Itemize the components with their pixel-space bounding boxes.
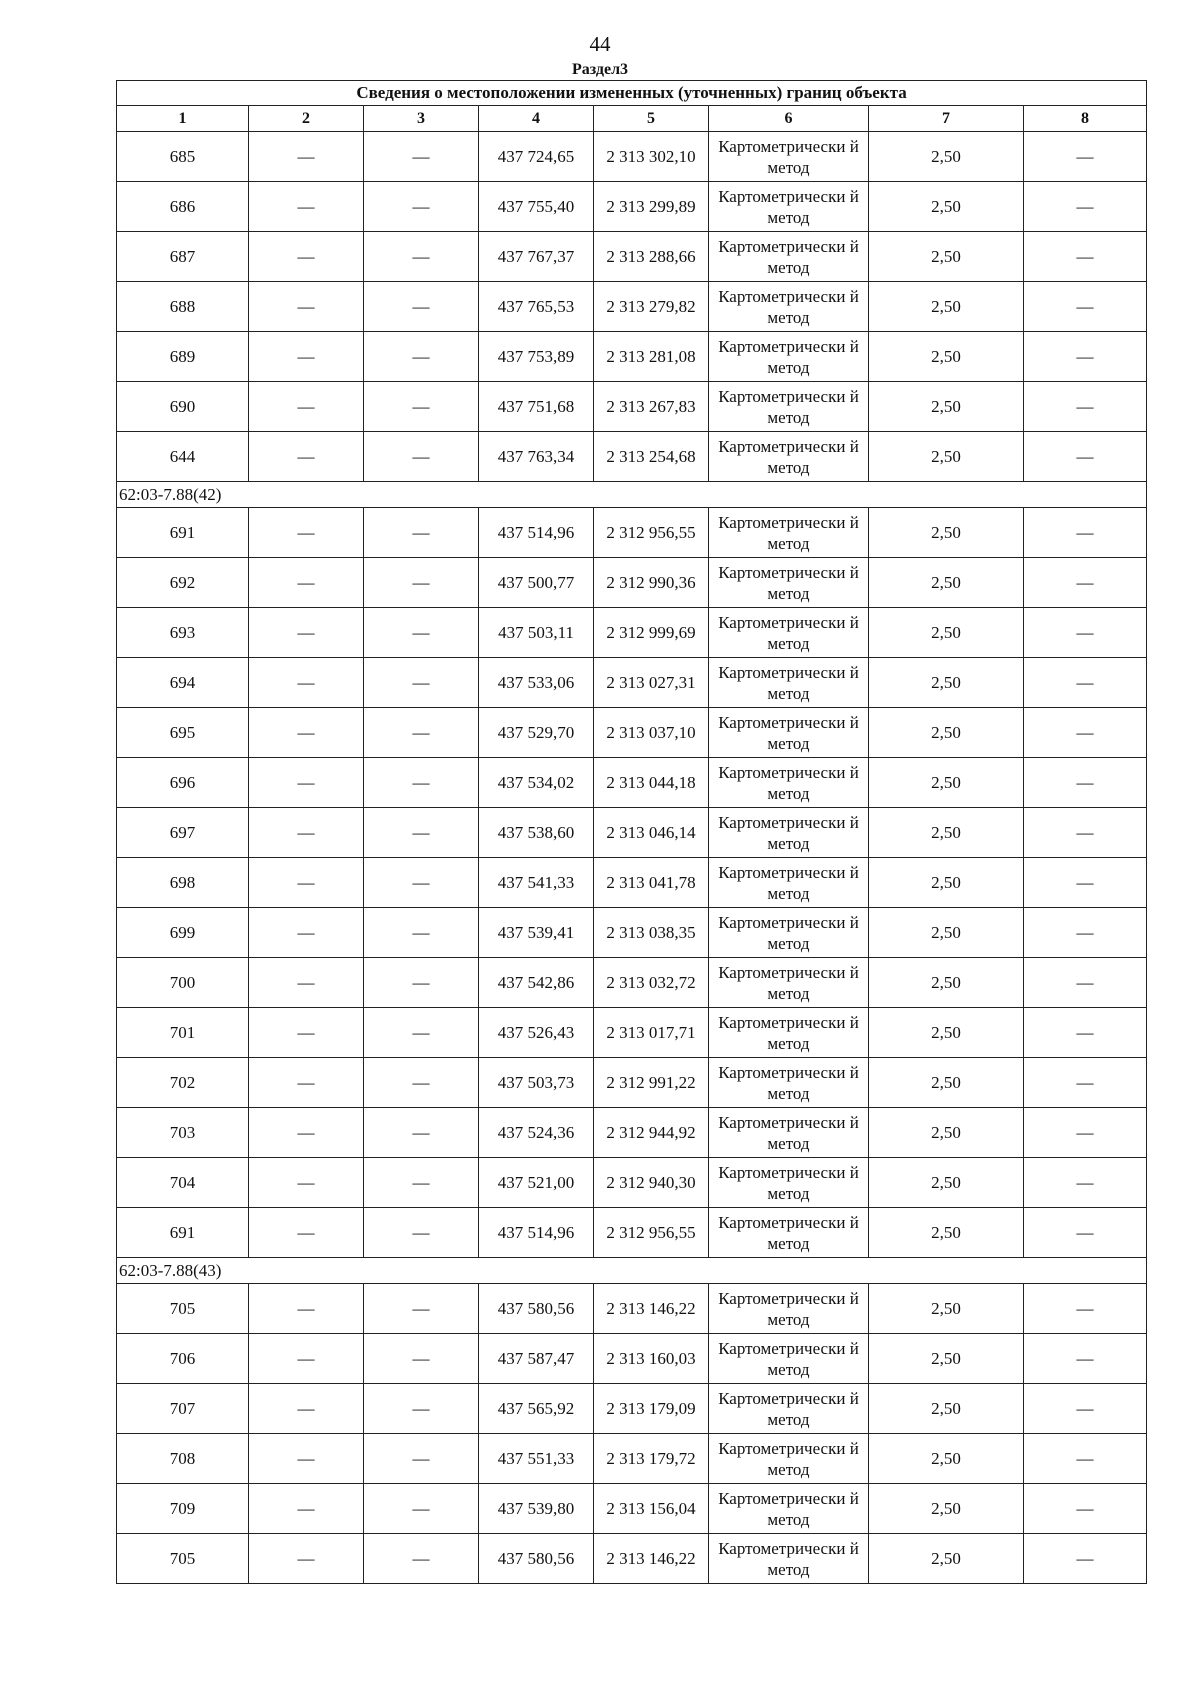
y-coordinate-cell: 2 313 299,89	[594, 182, 709, 232]
method-cell: Картометрически й метод	[709, 1284, 869, 1334]
table-row	[117, 558, 1147, 608]
x-coordinate-cell: 437 580,56	[479, 1534, 594, 1584]
accuracy-cell: 2,50	[869, 182, 1024, 232]
page-number: 44	[589, 32, 611, 56]
x-coordinate-cell: 437 763,34	[479, 432, 594, 482]
y-coordinate-cell: 2 313 279,82	[594, 282, 709, 332]
method-cell: Картометрически й метод	[709, 1108, 869, 1158]
accuracy-cell: 2,50	[869, 558, 1024, 608]
y-coordinate-cell: 2 313 027,31	[594, 658, 709, 708]
table-row	[117, 1108, 1147, 1158]
col3-cell: —	[364, 332, 479, 382]
col8-cell: —	[1024, 1208, 1147, 1258]
x-coordinate-cell: 437 514,96	[479, 508, 594, 558]
col8-cell: —	[1024, 658, 1147, 708]
col8-cell: —	[1024, 558, 1147, 608]
col8-cell: —	[1024, 282, 1147, 332]
col8-cell: —	[1024, 1284, 1147, 1334]
col8-cell: —	[1024, 1384, 1147, 1434]
x-coordinate-cell: 437 565,92	[479, 1384, 594, 1434]
x-coordinate-cell: 437 503,11	[479, 608, 594, 658]
method-cell: Картометрически й метод	[709, 1434, 869, 1484]
col3-cell: —	[364, 658, 479, 708]
table-row	[117, 1434, 1147, 1484]
col8-cell: —	[1024, 508, 1147, 558]
table-row	[117, 182, 1147, 232]
point-number-cell: 695	[117, 708, 249, 758]
accuracy-cell: 2,50	[869, 858, 1024, 908]
method-cell: Картометрически й метод	[709, 282, 869, 332]
x-coordinate-cell: 437 755,40	[479, 182, 594, 232]
table-row	[117, 382, 1147, 432]
col2-cell: —	[249, 608, 364, 658]
method-cell: Картометрически й метод	[709, 1158, 869, 1208]
x-coordinate-cell: 437 521,00	[479, 1158, 594, 1208]
y-coordinate-cell: 2 313 302,10	[594, 132, 709, 182]
y-coordinate-cell: 2 313 281,08	[594, 332, 709, 382]
point-number-cell: 697	[117, 808, 249, 858]
point-number-cell: 644	[117, 432, 249, 482]
y-coordinate-cell: 2 313 046,14	[594, 808, 709, 858]
col3-cell: —	[364, 608, 479, 658]
point-number-cell: 705	[117, 1534, 249, 1584]
col3-cell: —	[364, 1534, 479, 1584]
y-coordinate-cell: 2 312 956,55	[594, 508, 709, 558]
col2-cell: —	[249, 1158, 364, 1208]
col2-cell: —	[249, 1484, 364, 1534]
accuracy-cell: 2,50	[869, 432, 1024, 482]
method-cell: Картометрически й метод	[709, 758, 869, 808]
col2-cell: —	[249, 908, 364, 958]
method-cell: Картометрически й метод	[709, 382, 869, 432]
col3-cell: —	[364, 232, 479, 282]
x-coordinate-cell: 437 542,86	[479, 958, 594, 1008]
point-number-cell: 688	[117, 282, 249, 332]
col8-cell: —	[1024, 1534, 1147, 1584]
method-cell: Картометрически й метод	[709, 132, 869, 182]
accuracy-cell: 2,50	[869, 232, 1024, 282]
point-number-cell: 694	[117, 658, 249, 708]
table-row	[117, 908, 1147, 958]
col2-cell: —	[249, 432, 364, 482]
point-number-cell: 691	[117, 1208, 249, 1258]
method-cell: Картометрически й метод	[709, 558, 869, 608]
col2-cell: —	[249, 382, 364, 432]
col3-cell: —	[364, 1158, 479, 1208]
col2-cell: —	[249, 1434, 364, 1484]
accuracy-cell: 2,50	[869, 332, 1024, 382]
accuracy-cell: 2,50	[869, 1058, 1024, 1108]
col8-cell: —	[1024, 1434, 1147, 1484]
col8-cell: —	[1024, 858, 1147, 908]
col3-cell: —	[364, 1334, 479, 1384]
y-coordinate-cell: 2 313 146,22	[594, 1284, 709, 1334]
accuracy-cell: 2,50	[869, 1484, 1024, 1534]
accuracy-cell: 2,50	[869, 1208, 1024, 1258]
method-cell: Картометрически й метод	[709, 908, 869, 958]
accuracy-cell: 2,50	[869, 1158, 1024, 1208]
y-coordinate-cell: 2 312 940,30	[594, 1158, 709, 1208]
x-coordinate-cell: 437 551,33	[479, 1434, 594, 1484]
x-coordinate-cell: 437 541,33	[479, 858, 594, 908]
table-caption-row	[117, 81, 1147, 106]
y-coordinate-cell: 2 313 179,72	[594, 1434, 709, 1484]
col8-cell: —	[1024, 1484, 1147, 1534]
col2-cell: —	[249, 958, 364, 1008]
x-coordinate-cell: 437 765,53	[479, 282, 594, 332]
y-coordinate-cell: 2 312 956,55	[594, 1208, 709, 1258]
y-coordinate-cell: 2 313 254,68	[594, 432, 709, 482]
col2-cell: —	[249, 658, 364, 708]
x-coordinate-cell: 437 503,73	[479, 1058, 594, 1108]
col2-cell: —	[249, 508, 364, 558]
method-cell: Картометрически й метод	[709, 608, 869, 658]
table-row	[117, 508, 1147, 558]
column-number: 8	[1024, 106, 1147, 132]
col3-cell: —	[364, 958, 479, 1008]
col2-cell: —	[249, 182, 364, 232]
x-coordinate-cell: 437 534,02	[479, 758, 594, 808]
accuracy-cell: 2,50	[869, 808, 1024, 858]
col8-cell: —	[1024, 432, 1147, 482]
col3-cell: —	[364, 282, 479, 332]
table-row	[117, 432, 1147, 482]
method-cell: Картометрически й метод	[709, 182, 869, 232]
method-cell: Картометрически й метод	[709, 658, 869, 708]
col8-cell: —	[1024, 1158, 1147, 1208]
y-coordinate-cell: 2 312 991,22	[594, 1058, 709, 1108]
table-caption: Сведения о местоположении измененных (уточненных) границ объекта	[117, 81, 1147, 106]
col3-cell: —	[364, 1284, 479, 1334]
method-cell: Картометрически й метод	[709, 858, 869, 908]
table-row	[117, 958, 1147, 1008]
method-cell: Картометрически й метод	[709, 1058, 869, 1108]
col2-cell: —	[249, 858, 364, 908]
point-number-cell: 701	[117, 1008, 249, 1058]
col8-cell: —	[1024, 232, 1147, 282]
y-coordinate-cell: 2 313 017,71	[594, 1008, 709, 1058]
accuracy-cell: 2,50	[869, 608, 1024, 658]
table-row	[117, 608, 1147, 658]
col3-cell: —	[364, 382, 479, 432]
y-coordinate-cell: 2 313 156,04	[594, 1484, 709, 1534]
point-number-cell: 700	[117, 958, 249, 1008]
method-cell: Картометрически й метод	[709, 508, 869, 558]
y-coordinate-cell: 2 312 944,92	[594, 1108, 709, 1158]
col3-cell: —	[364, 508, 479, 558]
table-row	[117, 858, 1147, 908]
group-label: 62:03-7.88(43)	[117, 1258, 1147, 1284]
table-row	[117, 132, 1147, 182]
y-coordinate-cell: 2 313 267,83	[594, 382, 709, 432]
section-title: Раздел3	[571, 61, 629, 78]
x-coordinate-cell: 437 533,06	[479, 658, 594, 708]
y-coordinate-cell: 2 313 041,78	[594, 858, 709, 908]
point-number-cell: 706	[117, 1334, 249, 1384]
accuracy-cell: 2,50	[869, 658, 1024, 708]
point-number-cell: 696	[117, 758, 249, 808]
table-row	[117, 758, 1147, 808]
x-coordinate-cell: 437 526,43	[479, 1008, 594, 1058]
group-header-row	[117, 482, 1147, 508]
accuracy-cell: 2,50	[869, 908, 1024, 958]
accuracy-cell: 2,50	[869, 132, 1024, 182]
col8-cell: —	[1024, 958, 1147, 1008]
col8-cell: —	[1024, 1334, 1147, 1384]
table-row	[117, 1158, 1147, 1208]
col3-cell: —	[364, 858, 479, 908]
accuracy-cell: 2,50	[869, 1434, 1024, 1484]
method-cell: Картометрически й метод	[709, 1384, 869, 1434]
table-row	[117, 1058, 1147, 1108]
point-number-cell: 693	[117, 608, 249, 658]
y-coordinate-cell: 2 312 990,36	[594, 558, 709, 608]
col8-cell: —	[1024, 382, 1147, 432]
col3-cell: —	[364, 708, 479, 758]
x-coordinate-cell: 437 751,68	[479, 382, 594, 432]
accuracy-cell: 2,50	[869, 1384, 1024, 1434]
col2-cell: —	[249, 558, 364, 608]
col2-cell: —	[249, 282, 364, 332]
table-row	[117, 808, 1147, 858]
method-cell: Картометрически й метод	[709, 432, 869, 482]
column-number: 6	[709, 106, 869, 132]
method-cell: Картометрически й метод	[709, 332, 869, 382]
col8-cell: —	[1024, 758, 1147, 808]
accuracy-cell: 2,50	[869, 1008, 1024, 1058]
method-cell: Картометрически й метод	[709, 958, 869, 1008]
x-coordinate-cell: 437 587,47	[479, 1334, 594, 1384]
col8-cell: —	[1024, 808, 1147, 858]
col3-cell: —	[364, 132, 479, 182]
x-coordinate-cell: 437 539,41	[479, 908, 594, 958]
x-coordinate-cell: 437 514,96	[479, 1208, 594, 1258]
col8-cell: —	[1024, 132, 1147, 182]
x-coordinate-cell: 437 539,80	[479, 1484, 594, 1534]
group-label: 62:03-7.88(42)	[117, 482, 1147, 508]
x-coordinate-cell: 437 767,37	[479, 232, 594, 282]
accuracy-cell: 2,50	[869, 1284, 1024, 1334]
y-coordinate-cell: 2 313 032,72	[594, 958, 709, 1008]
col2-cell: —	[249, 1208, 364, 1258]
x-coordinate-cell: 437 538,60	[479, 808, 594, 858]
y-coordinate-cell: 2 313 044,18	[594, 758, 709, 808]
point-number-cell: 690	[117, 382, 249, 432]
y-coordinate-cell: 2 312 999,69	[594, 608, 709, 658]
y-coordinate-cell: 2 313 038,35	[594, 908, 709, 958]
accuracy-cell: 2,50	[869, 1534, 1024, 1584]
point-number-cell: 692	[117, 558, 249, 608]
method-cell: Картометрически й метод	[709, 808, 869, 858]
table-row	[117, 1334, 1147, 1384]
table-row	[117, 282, 1147, 332]
col3-cell: —	[364, 1058, 479, 1108]
y-coordinate-cell: 2 313 146,22	[594, 1534, 709, 1584]
point-number-cell: 705	[117, 1284, 249, 1334]
col3-cell: —	[364, 1384, 479, 1434]
point-number-cell: 691	[117, 508, 249, 558]
col3-cell: —	[364, 1434, 479, 1484]
y-coordinate-cell: 2 313 160,03	[594, 1334, 709, 1384]
boundary-coordinates-table	[116, 80, 1147, 1584]
column-number-row	[117, 106, 1147, 132]
col8-cell: —	[1024, 1008, 1147, 1058]
col3-cell: —	[364, 1484, 479, 1534]
col2-cell: —	[249, 758, 364, 808]
point-number-cell: 707	[117, 1384, 249, 1434]
col8-cell: —	[1024, 608, 1147, 658]
method-cell: Картометрически й метод	[709, 1008, 869, 1058]
table-row	[117, 658, 1147, 708]
column-number: 2	[249, 106, 364, 132]
col3-cell: —	[364, 1108, 479, 1158]
point-number-cell: 686	[117, 182, 249, 232]
x-coordinate-cell: 437 753,89	[479, 332, 594, 382]
point-number-cell: 703	[117, 1108, 249, 1158]
group-header-row	[117, 1258, 1147, 1284]
accuracy-cell: 2,50	[869, 1108, 1024, 1158]
table-row	[117, 708, 1147, 758]
x-coordinate-cell: 437 500,77	[479, 558, 594, 608]
table-row	[117, 1208, 1147, 1258]
point-number-cell: 685	[117, 132, 249, 182]
method-cell: Картометрически й метод	[709, 1484, 869, 1534]
col3-cell: —	[364, 1208, 479, 1258]
col3-cell: —	[364, 758, 479, 808]
table-row	[117, 332, 1147, 382]
point-number-cell: 709	[117, 1484, 249, 1534]
col2-cell: —	[249, 1284, 364, 1334]
col2-cell: —	[249, 708, 364, 758]
table-row	[117, 1384, 1147, 1434]
method-cell: Картометрически й метод	[709, 232, 869, 282]
column-number: 5	[594, 106, 709, 132]
table-row	[117, 1284, 1147, 1334]
table-row	[117, 1534, 1147, 1584]
col2-cell: —	[249, 1108, 364, 1158]
col8-cell: —	[1024, 908, 1147, 958]
point-number-cell: 687	[117, 232, 249, 282]
accuracy-cell: 2,50	[869, 708, 1024, 758]
x-coordinate-cell: 437 580,56	[479, 1284, 594, 1334]
column-number: 7	[869, 106, 1024, 132]
col3-cell: —	[364, 182, 479, 232]
method-cell: Картометрически й метод	[709, 1534, 869, 1584]
col3-cell: —	[364, 558, 479, 608]
accuracy-cell: 2,50	[869, 382, 1024, 432]
y-coordinate-cell: 2 313 037,10	[594, 708, 709, 758]
point-number-cell: 698	[117, 858, 249, 908]
table-row	[117, 232, 1147, 282]
col3-cell: —	[364, 1008, 479, 1058]
point-number-cell: 702	[117, 1058, 249, 1108]
col8-cell: —	[1024, 332, 1147, 382]
point-number-cell: 689	[117, 332, 249, 382]
col2-cell: —	[249, 1334, 364, 1384]
table-row	[117, 1484, 1147, 1534]
column-number: 4	[479, 106, 594, 132]
col2-cell: —	[249, 1008, 364, 1058]
x-coordinate-cell: 437 524,36	[479, 1108, 594, 1158]
accuracy-cell: 2,50	[869, 508, 1024, 558]
column-number: 3	[364, 106, 479, 132]
col2-cell: —	[249, 1534, 364, 1584]
method-cell: Картометрически й метод	[709, 1334, 869, 1384]
accuracy-cell: 2,50	[869, 958, 1024, 1008]
accuracy-cell: 2,50	[869, 758, 1024, 808]
method-cell: Картометрически й метод	[709, 1208, 869, 1258]
point-number-cell: 699	[117, 908, 249, 958]
col2-cell: —	[249, 1058, 364, 1108]
accuracy-cell: 2,50	[869, 1334, 1024, 1384]
col2-cell: —	[249, 808, 364, 858]
point-number-cell: 704	[117, 1158, 249, 1208]
col8-cell: —	[1024, 708, 1147, 758]
x-coordinate-cell: 437 724,65	[479, 132, 594, 182]
col3-cell: —	[364, 432, 479, 482]
col3-cell: —	[364, 908, 479, 958]
col8-cell: —	[1024, 1058, 1147, 1108]
col3-cell: —	[364, 808, 479, 858]
col8-cell: —	[1024, 182, 1147, 232]
col2-cell: —	[249, 1384, 364, 1434]
y-coordinate-cell: 2 313 179,09	[594, 1384, 709, 1434]
column-number: 1	[117, 106, 249, 132]
y-coordinate-cell: 2 313 288,66	[594, 232, 709, 282]
accuracy-cell: 2,50	[869, 282, 1024, 332]
point-number-cell: 708	[117, 1434, 249, 1484]
col2-cell: —	[249, 132, 364, 182]
x-coordinate-cell: 437 529,70	[479, 708, 594, 758]
col2-cell: —	[249, 232, 364, 282]
table-row	[117, 1008, 1147, 1058]
method-cell: Картометрически й метод	[709, 708, 869, 758]
col2-cell: —	[249, 332, 364, 382]
col8-cell: —	[1024, 1108, 1147, 1158]
